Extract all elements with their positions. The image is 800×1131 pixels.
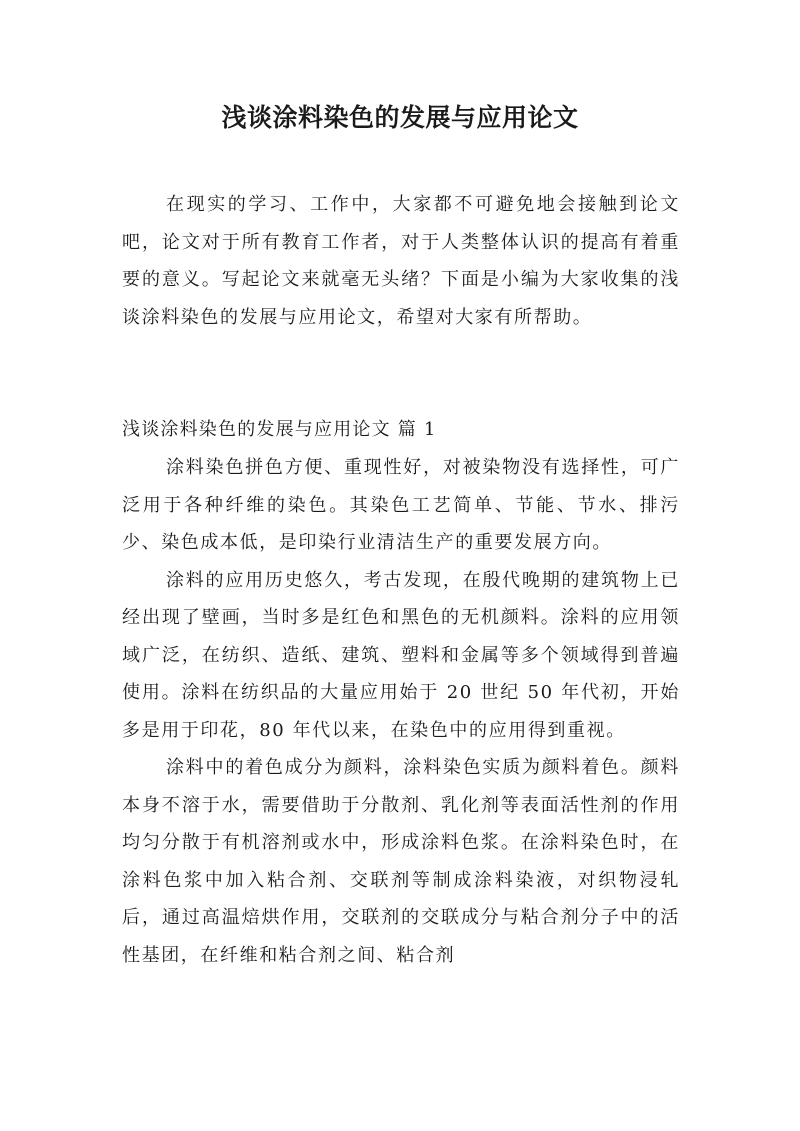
intro-paragraph: 在现实的学习、工作中，大家都不可避免地会接触到论文吧，论文对于所有教育工作者，对于人类整体认识的提高有着重要的意义。写起论文来就毫无头绪？下面是小编为大家收集的浅谈涂料染色的发展与应用论文，希望对大家有所帮助。 [122,194,680,328]
section-body [122,449,680,974]
body-paragraph-1: 涂料染色拼色方便、重现性好，对被染物没有选择性，可广泛用于各种纤维的染色。其染色工艺简单、节能、节水、排污少、染色成本低，是印染行业清洁生产的重要发展方向。 [122,457,680,553]
body-paragraph-2: 涂料的应用历史悠久，考古发现，在殷代晚期的建筑物上已经出现了壁画，当时多是红色和黑色的无机颜料。涂料的应用领域广泛，在纺织、造纸、建筑、塑料和金属等多个领域得到普遍使用。涂料在纺织品的大量应用始于 20 世纪 50 年代初，开始多是用于印花，80 年代以来，在染色中的应用得到重视。 [122,569,680,741]
intro-section [122,186,680,336]
document-title: 浅谈涂料染色的发展与应用论文 [221,103,579,132]
section-heading: 浅谈涂料染色的发展与应用论文 篇 1 [122,419,437,440]
body-paragraph-3: 涂料中的着色成分为颜料，涂料染色实质为颜料着色。颜料本身不溶于水，需要借助于分散剂、乳化剂等表面活性剂的作用均匀分散于有机溶剂或水中，形成涂料色浆。在涂料染色时，在涂料色浆中加入粘合剂、交联剂等制成涂料染液，对织物浸轧后，通过高温焙烘作用，交联剂的交联成分与粘合剂分子中的活性基团，在纤维和粘合剂之间、粘合剂 [122,757,680,966]
